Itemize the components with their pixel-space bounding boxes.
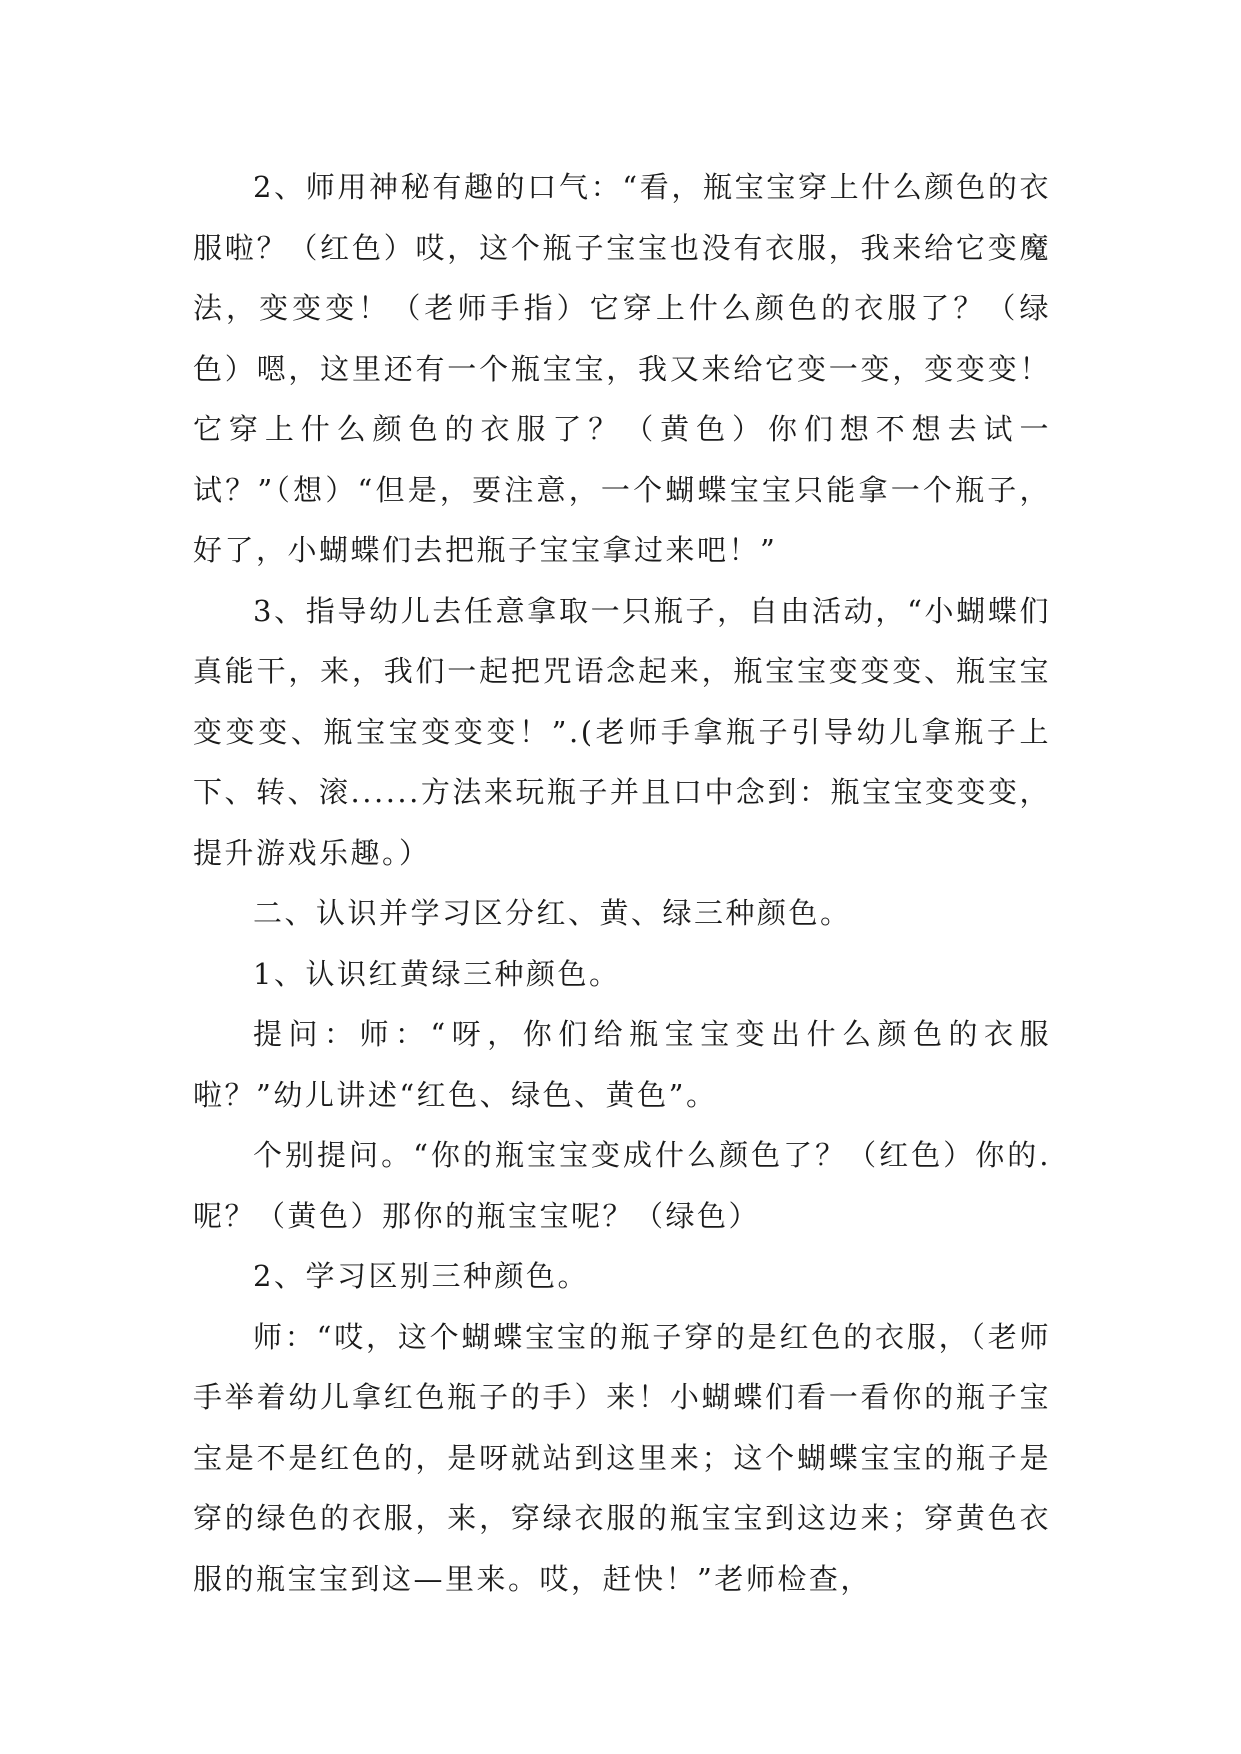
paragraph: 3、指导幼儿去任意拿取一只瓶子，自由活动，“小蝴蝶们真能干，来，我们一起把咒语念起来，瓶宝宝变变变、瓶宝宝变变变、瓶宝宝变变变！”.(老师手拿瓶子引导幼儿拿瓶子上下、转、滚......方法来玩瓶子并且口中念到：瓶宝宝变变变，提升游戏乐趣。） xyxy=(193,593,1051,870)
body-text xyxy=(193,157,1051,1609)
paragraph: 个别提问。“你的瓶宝宝变成什么颜色了？（红色）你的.呢？（黄色）那你的瓶宝宝呢？（绿色） xyxy=(193,1138,1051,1233)
paragraph: 2、师用神秘有趣的口气：“看，瓶宝宝穿上什么颜色的衣服啦？（红色）哎，这个瓶子宝宝也没有衣服，我来给它变魔法，变变变！（老师手指）它穿上什么颜色的衣服了？（绿色）嗯，这里还有一个瓶宝宝，我又来给它变一变，变变变！它穿上什么颜色的衣服了？（黄色）你们想不想去试一试？”（想）“但是，要注意，一个蝴蝶宝宝只能拿一个瓶子，好了，小蝴蝶们去把瓶子宝宝拿过来吧！” xyxy=(193,170,1051,567)
paragraph: 1、认识红黄绿三种颜色。 xyxy=(253,956,621,991)
paragraph: 师：“哎，这个蝴蝶宝宝的瓶子穿的是红色的衣服，（老师手举着幼儿拿红色瓶子的手）来！小蝴蝶们看一看你的瓶子宝宝是不是红色的，是呀就站到这里来；这个蝴蝶宝宝的瓶子是穿的绿色的衣服，来，穿绿衣服的瓶宝宝到这边来；穿黄色衣服的瓶宝宝到这—里来。哎，赶快！”老师检查， xyxy=(193,1319,1051,1596)
paragraph: 2、学习区别三种颜色。 xyxy=(253,1259,589,1293)
paragraph: 二、认识并学习区分红、黄、绿三种颜色。 xyxy=(253,896,852,930)
paragraph: 提问：师：“呀，你们给瓶宝宝变出什么颜色的衣服啦？”幼儿讲述“红色、绿色、黄色”。 xyxy=(193,1017,1051,1112)
